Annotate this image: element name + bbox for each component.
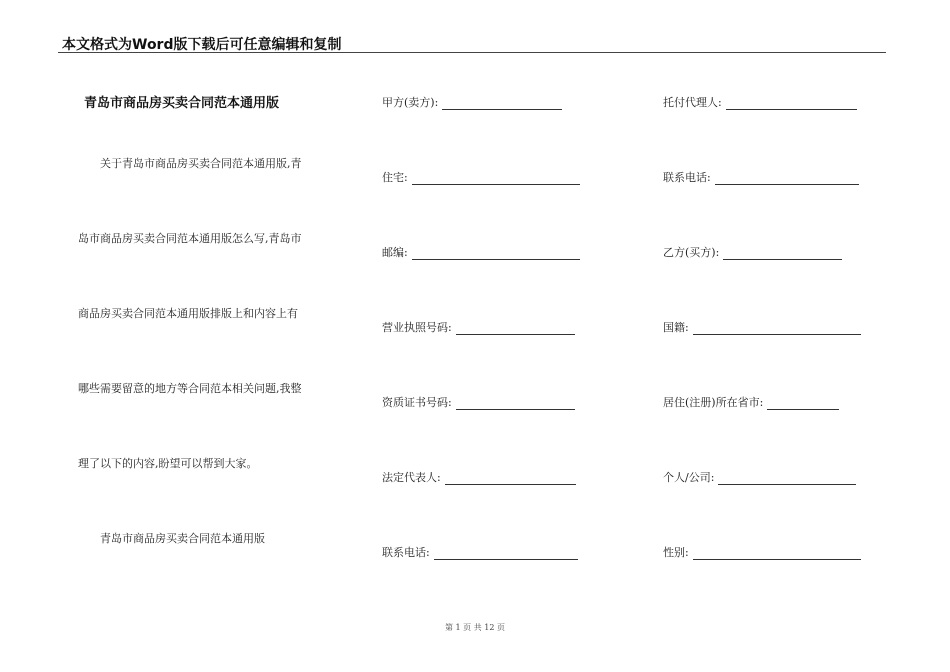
field-label: 个人/公司: (663, 471, 715, 484)
fill-line (456, 399, 575, 410)
fill-line (445, 474, 576, 485)
field-phone-a (382, 544, 578, 560)
fill-line (767, 399, 839, 410)
field-label: 性别: (663, 546, 689, 559)
field-business-license (382, 319, 575, 335)
header-divider (58, 52, 886, 53)
fill-line (434, 549, 578, 560)
field-label: 住宅: (382, 171, 408, 184)
fill-line (715, 174, 859, 185)
field-legal-rep (382, 469, 576, 485)
document-title: 青岛市商品房买卖合同范本通用版 (84, 96, 280, 111)
document-subtitle: 青岛市商品房买卖合同范本通用版 (100, 532, 265, 545)
field-label: 乙方(买方): (663, 246, 720, 259)
field-qualification-cert (382, 394, 575, 410)
page-number: 第 1 页 共 12 页 (445, 623, 505, 632)
intro-line-2: 岛市商品房买卖合同范本通用版怎么写,青岛市 (78, 232, 302, 245)
page-header: 本文格式为Word版下载后可任意编辑和复制 (62, 37, 342, 53)
field-party-b (663, 244, 842, 260)
field-label: 营业执照号码: (382, 321, 452, 334)
field-label: 邮编: (382, 246, 408, 259)
field-label: 国籍: (663, 321, 689, 334)
field-label: 居住(注册)所在省市: (663, 396, 764, 409)
field-nationality (663, 319, 861, 335)
fill-line (412, 249, 580, 260)
field-province (663, 394, 839, 410)
intro-line-5: 理了以下的内容,盼望可以帮到大家。 (78, 457, 258, 470)
field-postcode (382, 244, 580, 260)
fill-line (723, 249, 842, 260)
field-label: 托付代理人: (663, 96, 722, 109)
fill-line (412, 174, 580, 185)
field-gender (663, 544, 861, 560)
field-label: 法定代表人: (382, 471, 441, 484)
fill-line (456, 324, 575, 335)
intro-line-3: 商品房买卖合同范本通用版排版上和内容上有 (78, 307, 298, 320)
fill-line (442, 99, 562, 110)
field-label: 联系电话: (382, 546, 430, 559)
fill-line (693, 324, 861, 335)
field-label: 资质证书号码: (382, 396, 452, 409)
field-person-company (663, 469, 856, 485)
intro-line-4: 哪些需要留意的地方等合同范本相关问题,我整 (78, 382, 302, 395)
field-residence (382, 169, 580, 185)
field-agent (663, 94, 857, 110)
fill-line (693, 549, 861, 560)
field-label: 联系电话: (663, 171, 711, 184)
intro-line-1: 关于青岛市商品房买卖合同范本通用版,青 (100, 157, 302, 170)
field-label: 甲方(卖方): (382, 96, 439, 109)
fill-line (718, 474, 856, 485)
fill-line (726, 99, 857, 110)
field-phone-b (663, 169, 859, 185)
field-party-a (382, 94, 562, 110)
